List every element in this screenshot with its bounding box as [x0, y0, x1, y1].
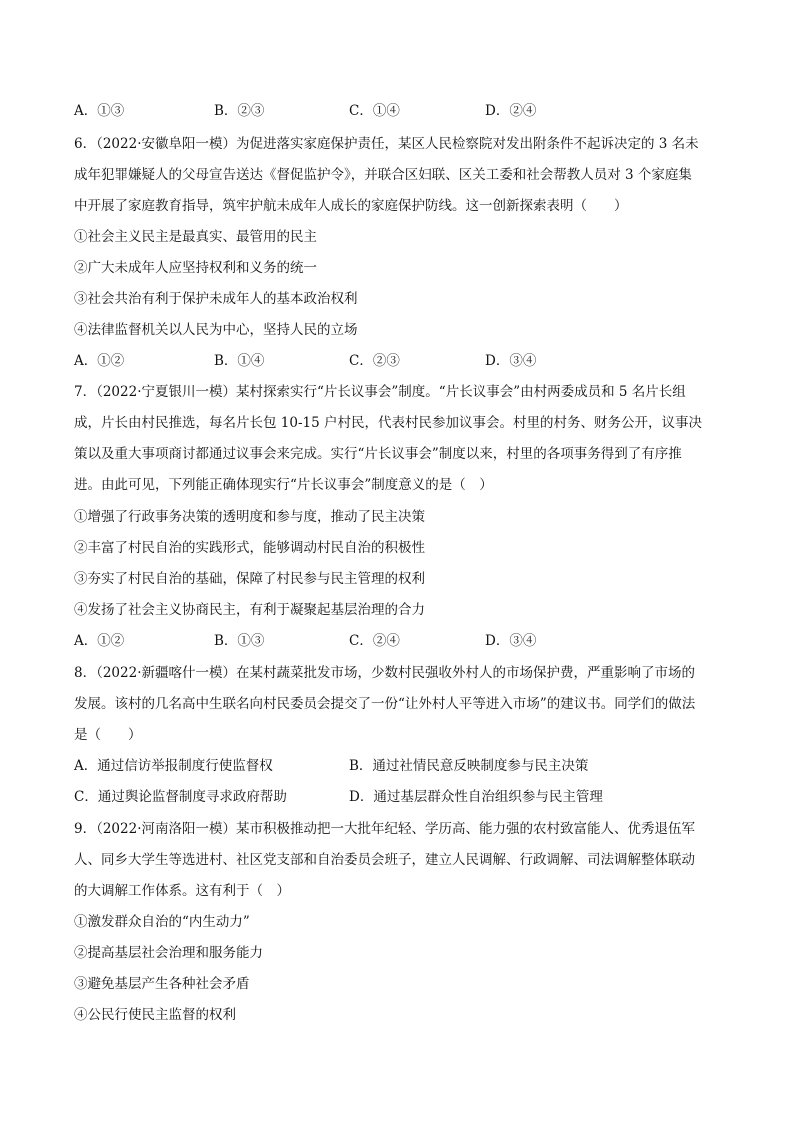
- q6-options: [74, 351, 724, 371]
- q5-option-c[interactable]: C．①④: [349, 103, 400, 119]
- q8-option-d[interactable]: D．通过基层群众性自治组织参与民主管理: [349, 789, 603, 805]
- q7-stem-line-3: 策以及重大事项商讨都通过议事会来完成。实行“片长议事会”制度以来，村里的各项事务得到了有序推: [74, 446, 682, 462]
- q9-stem-line-3: 的大调解工作体系。这有利于（ ）: [74, 883, 290, 899]
- q7-item-3: ③夯实了村民自治的基础，保障了村民参与民主管理的权利: [74, 571, 425, 587]
- q6-stem-line-2: 成年犯罪嫌疑人的父母宣告送达《督促监护令》，并联合区妇联、区关工委和社会帮教人员对 3 个家庭集: [74, 167, 692, 183]
- q5-option-d[interactable]: D．②④: [485, 103, 537, 119]
- q5-option-a[interactable]: A．①③: [74, 103, 125, 119]
- q8-option-a[interactable]: A．通过信访举报制度行使监督权: [74, 758, 273, 774]
- q9-item-2: ②提高基层社会治理和服务能力: [74, 945, 263, 961]
- q8-stem-line-3: 是（ ）: [74, 727, 142, 743]
- q8-options-row-2: [74, 787, 724, 807]
- q7-stem-line-1: 7．（2022·宁夏银川一模）某村探索实行“片长议事会”制度。“片长议事会”由村两委成员和 5 名片长组: [74, 384, 686, 400]
- q9-item-4: ④公民行使民主监督的权利: [74, 1007, 236, 1023]
- q8-stem-line-1: 8．（2022·新疆喀什一模）在某村蔬菜批发市场，少数村民强收外村人的市场保护费，严重影响了市场的: [74, 665, 695, 681]
- q7-option-a[interactable]: A．①②: [74, 633, 125, 649]
- q8-option-b[interactable]: B．通过社情民意反映制度参与民主决策: [349, 758, 589, 774]
- q9-item-1: ①激发群众自治的“内生动力”: [74, 914, 250, 930]
- q6-item-3: ③社会共治有利于保护未成年人的基本政治权利: [74, 291, 358, 307]
- q6-option-c[interactable]: C．②③: [349, 353, 400, 369]
- q6-item-2: ②广大未成年人应坚持权利和义务的统一: [74, 260, 317, 276]
- q7-option-c[interactable]: C．②④: [349, 633, 400, 649]
- q5-options: [74, 101, 724, 121]
- q7-stem-line-2: 成，片长由村民推选，每名片长包 10-15 户村民，代表村民参加议事会。村里的村务、财务公开，议事决: [74, 415, 702, 431]
- q8-stem-line-2: 发展。该村的几名高中生联名向村民委员会提交了一份“让外村人平等进入市场”的建议书。同学们的做法: [74, 696, 696, 712]
- q7-item-2: ②丰富了村民自治的实践形式，能够调动村民自治的积极性: [74, 540, 425, 556]
- q7-item-1: ①增强了行政事务决策的透明度和参与度，推动了民主决策: [74, 509, 425, 525]
- q7-option-d[interactable]: D．③④: [485, 633, 537, 649]
- q8-options-row-1: [74, 756, 724, 776]
- q7-item-4: ④发扬了社会主义协商民主，有利于凝聚起基层治理的合力: [74, 602, 425, 618]
- q7-options: [74, 631, 724, 651]
- q8-option-c[interactable]: C．通过舆论监督制度寻求政府帮助: [74, 789, 287, 805]
- q6-stem-line-3: 中开展了家庭教育指导，筑牢护航未成年人成长的家庭保护防线。这一创新探索表明（ ）: [74, 198, 628, 214]
- q6-option-a[interactable]: A．①②: [74, 353, 125, 369]
- q6-item-4: ④法律监督机关以人民为中心，坚持人民的立场: [74, 322, 358, 338]
- q9-stem-line-1: 9．（2022·河南洛阳一模）某市积极推动把一大批年纪轻、学历高、能力强的农村致富能人、优秀退伍军: [74, 821, 695, 837]
- q6-stem-line-1: 6．（2022·安徽阜阳一模）为促进落实家庭保护责任，某区人民检察院对发出附条件不起诉决定的 3 名未: [74, 136, 699, 152]
- q7-stem-line-4: 进。由此可见，下列能正确体现实行“片长议事会”制度意义的是（ ）: [74, 477, 493, 493]
- q6-item-1: ①社会主义民主是最真实、最管用的民主: [74, 229, 317, 245]
- q6-option-d[interactable]: D．③④: [485, 353, 537, 369]
- q6-option-b[interactable]: B．①④: [214, 353, 265, 369]
- q5-option-b[interactable]: B．②③: [214, 103, 265, 119]
- q7-option-b[interactable]: B．①③: [214, 633, 265, 649]
- q9-item-3: ③避免基层产生各种社会矛盾: [74, 976, 250, 992]
- q9-stem-line-2: 人、同乡大学生等选进村、社区党支部和自治委员会班子，建立人民调解、行政调解、司法调解整体联动: [74, 852, 695, 868]
